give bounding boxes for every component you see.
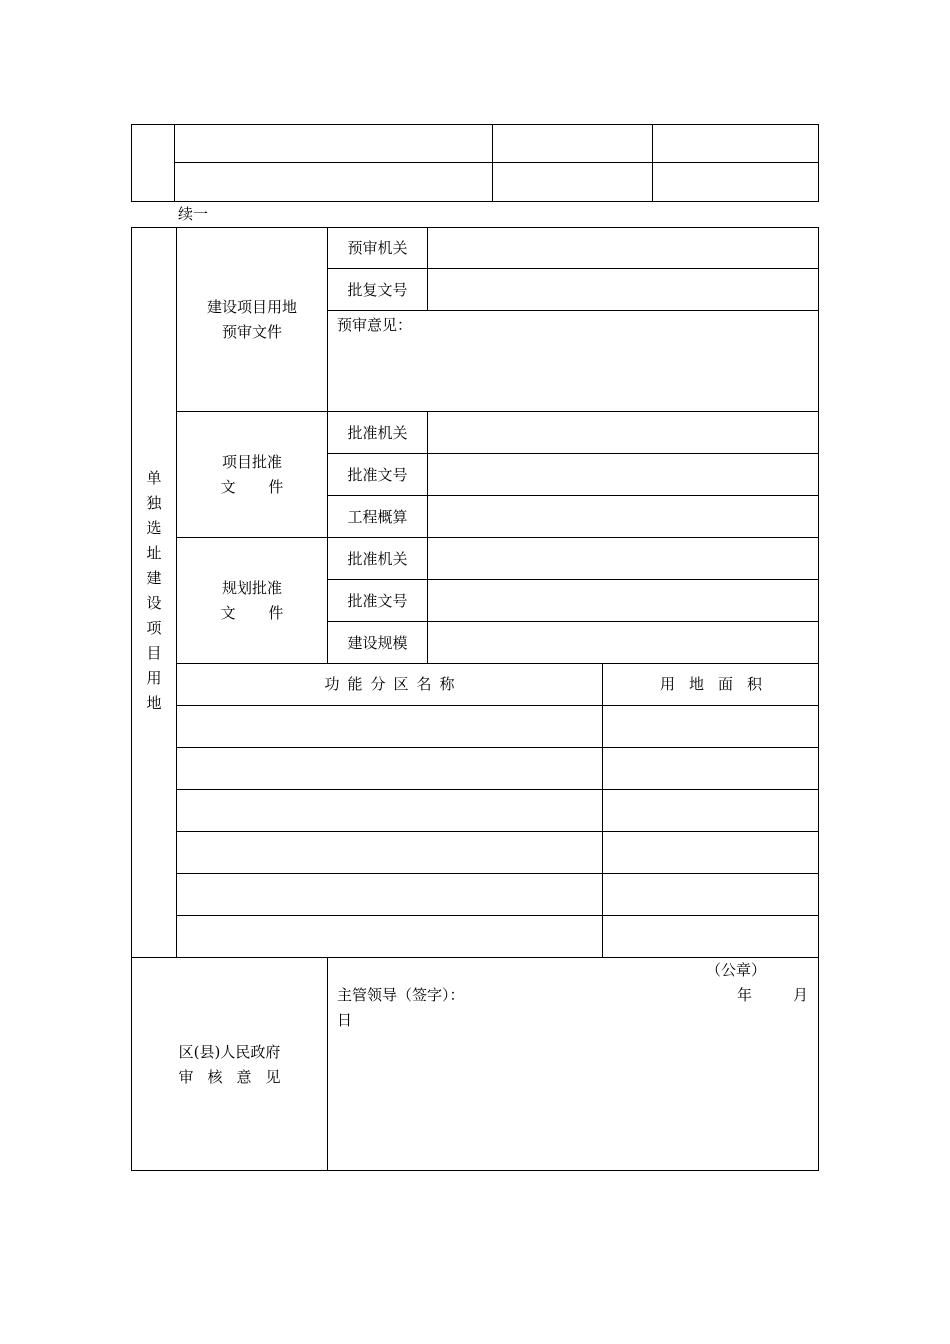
project-approval-budget-label: 工程概算 [347,508,408,526]
row-line [327,495,819,496]
side-label: 单独选址建设项目用地 [146,469,162,712]
pre-review-title-2: 预审文件 [221,323,282,341]
project-approval-authority-label: 批准机关 [347,424,408,442]
row-line [327,453,819,454]
planning-approval-docno-label: 批准文号 [347,592,408,610]
day-label: 日 [337,1011,353,1029]
top-fragment-divider [652,124,653,202]
zones-row-line [176,915,819,916]
label-value-divider [427,227,428,311]
zones-row-line [176,705,819,706]
zones-row-line [176,747,819,748]
section-line [176,537,819,538]
section-line [176,663,819,664]
zones-name-header: 功能分区名称 [324,675,463,693]
zones-row-line [176,831,819,832]
top-fragment-row-line [174,162,819,163]
seal-label: （公章） [706,961,767,979]
leader-signature-label: 主管领导（签字）： [337,986,465,1004]
row-line [327,310,819,311]
row-line [327,621,819,622]
section-line [176,411,819,412]
row-line [327,268,819,269]
planning-approval-title-2: 文 件 [220,604,298,622]
pre-review-authority-label: 预审机关 [347,239,408,257]
planning-approval-title-1: 规划批准 [221,579,282,597]
top-fragment-divider [492,124,493,202]
project-approval-title-2: 文 件 [220,478,298,496]
zones-row-line [176,789,819,790]
gov-review-title-2: 审核意见 [178,1068,295,1086]
planning-approval-scale-label: 建设规模 [347,634,408,652]
month-label: 月 [793,986,809,1004]
zones-column-divider [602,663,603,957]
pre-review-docno-label: 批复文号 [347,281,408,299]
planning-approval-authority-label: 批准机关 [347,550,408,568]
project-approval-docno-label: 批准文号 [347,466,408,484]
top-fragment-table [131,124,819,202]
project-approval-title-1: 项目批准 [221,453,282,471]
main-table [131,227,819,1171]
zones-area-header: 用地面积 [659,675,776,693]
pre-review-opinion-label: 预审意见： [337,316,413,334]
pre-review-title-1: 建设项目用地 [206,298,297,316]
continued-label: 续一 [178,205,209,223]
zones-row-line [176,873,819,874]
row-line [327,579,819,580]
year-label: 年 [737,986,753,1004]
top-fragment-divider [174,124,175,202]
gov-review-title-1: 区(县)人民政府 [178,1043,281,1061]
gov-review-divider [327,957,328,1171]
